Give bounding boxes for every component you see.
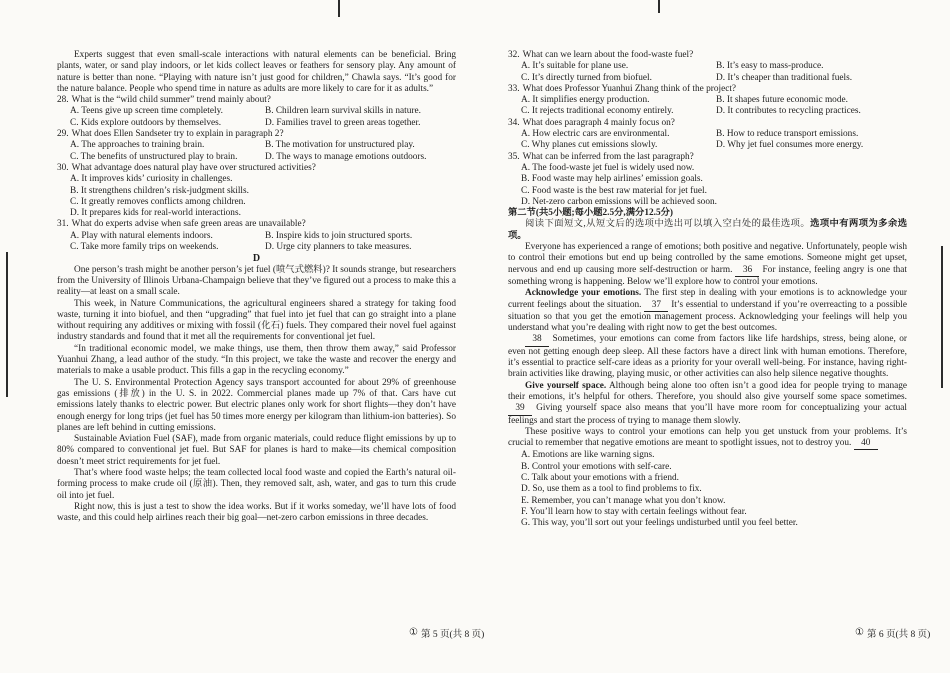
section-2-instruction bbox=[508, 219, 907, 242]
option-c: C. Food waste is the best raw material for jet fuel. bbox=[521, 185, 707, 196]
page-5-footer-text: 第 5 页(共 8 页) bbox=[420, 630, 485, 640]
question-stem bbox=[508, 118, 907, 129]
question-28 bbox=[57, 95, 456, 129]
passage-paragraph: Right now, this is just a test to show the idea works. But if it works someday, we’ll have lots of food waste, and this could help airlines reach their big goal—net-zero carbon emissions in three decades. bbox=[57, 501, 456, 524]
option-d: D. It prepares kids for real-world interactions. bbox=[70, 208, 241, 219]
option-a: A. The approaches to training brain. bbox=[70, 140, 205, 151]
passage-paragraph: Sustainable Aviation Fuel (SAF), made from organic materials, could reduce flight emissions by up to 80% compared to conventional jet fuel. But SAF for planes is hard to make—its chemical composition doesn’t meet strict requirements for jet fuel. bbox=[57, 434, 456, 467]
paragraph-lead: Give yourself space. bbox=[525, 380, 607, 391]
paragraph-text: These positive ways to control your emotions can help you get unstuck from your problems. It’s crucial to remember that negative emotions are meant to spotlight issues, not to destroy you. bbox=[508, 426, 907, 449]
question-text: What does paragraph 4 mainly focus on? bbox=[522, 117, 675, 128]
question-34 bbox=[508, 118, 907, 152]
cloze-option-f: F. You’ll learn how to stay with certain feelings without fear. bbox=[521, 506, 747, 517]
question-text: What does Ellen Sandseter try to explain in paragraph 2? bbox=[71, 129, 284, 140]
option-c: C. Why planes cut emissions slowly. bbox=[521, 140, 658, 151]
question-stem bbox=[508, 50, 907, 61]
option-c: C. The benefits of unstructured play to brain. bbox=[70, 151, 238, 162]
question-32 bbox=[508, 50, 907, 84]
question-31 bbox=[57, 219, 456, 253]
option-a: A. Play with natural elements indoors. bbox=[70, 230, 213, 241]
page-6-footer-text: 第 6 页(共 8 页) bbox=[866, 630, 931, 640]
cloze-option-list bbox=[508, 450, 907, 529]
question-number: 30. bbox=[57, 162, 69, 173]
question-text: What can be inferred from the last paragraph? bbox=[522, 151, 694, 162]
option-b: B. It’s easy to mass-produce. bbox=[716, 61, 824, 72]
question-stem bbox=[57, 95, 456, 106]
cloze-paragraph bbox=[508, 381, 907, 427]
option-a: A. The food-waste jet fuel is widely used now. bbox=[521, 162, 695, 173]
registration-mark bbox=[658, 0, 660, 13]
option-b: B. The motivation for unstructured play. bbox=[265, 140, 415, 151]
question-stem bbox=[57, 219, 456, 230]
option-a: A. It’s suitable for plane use. bbox=[521, 61, 629, 72]
cloze-option-e: E. Remember, you can’t manage what you don’t know. bbox=[521, 495, 726, 506]
question-text: What does Professor Yuanhui Zhang think of the project? bbox=[522, 83, 737, 94]
question-options bbox=[508, 95, 907, 118]
paragraph-text: Sometimes, your emotions can come from factors like life hardships, stress, being alone, or even not getting enough deep sleep. All these factors have a direct link with human emotions. Therefore, it’s essential to practice self-care ideas as a priority for your overall well-being. For instance, having right-brain activities like drawing, playing music, or other activities can also help silence negative thoughts. bbox=[508, 334, 907, 380]
option-b: B. Food waste may help airlines’ emission goals. bbox=[521, 174, 703, 185]
option-d: D. Families travel to green areas together. bbox=[265, 117, 421, 128]
option-d: D. Urge city planners to take measures. bbox=[265, 242, 412, 253]
question-options bbox=[508, 129, 907, 152]
page-number-icon: ① bbox=[855, 627, 864, 638]
option-b: B. It shapes future economic mode. bbox=[716, 95, 848, 106]
option-b: B. It strengthens children’s risk-judgment skills. bbox=[70, 185, 249, 196]
cloze-paragraph bbox=[508, 427, 907, 451]
passage-paragraph: “In traditional economic model, we make things, use them, then throw them away,” said Professor Yuanhui Zhang, a lead author of the study. “In this project, we take the waste and recover the energy and materials to make a usable product. This fills a gap in the recycling economy.” bbox=[57, 343, 456, 377]
passage-d-label: D bbox=[252, 253, 261, 265]
question-33 bbox=[508, 84, 907, 118]
question-35 bbox=[508, 152, 907, 208]
option-b: B. Inspire kids to join structured sports. bbox=[265, 230, 413, 241]
cloze-paragraph bbox=[508, 242, 907, 288]
page-5-footer bbox=[409, 626, 484, 640]
question-stem bbox=[57, 163, 456, 174]
question-options bbox=[508, 163, 907, 208]
question-text: What advantage does natural play have over structured activities? bbox=[71, 162, 316, 173]
question-number: 31. bbox=[57, 219, 69, 230]
cloze-paragraph bbox=[508, 334, 907, 380]
option-a: A. It simplifies energy production. bbox=[521, 95, 650, 106]
question-options bbox=[57, 140, 456, 163]
option-d: D. It’s cheaper than traditional fuels. bbox=[716, 72, 853, 83]
option-c: C. It greatly removes conflicts among children. bbox=[70, 196, 246, 207]
cloze-paragraph bbox=[508, 288, 907, 334]
cloze-option-b: B. Control your emotions with self-care. bbox=[521, 461, 672, 472]
passage-paragraph: One person’s trash might be another person’s jet fuel (喷气式燃料)? It sounds strange, but researchers from the University of Illinois Urbana-Champaign believe that they’ve figured out a process to make this a reality—at least on a small scale. bbox=[57, 264, 456, 298]
question-number: 29. bbox=[57, 129, 69, 140]
cloze-option-d: D. So, use them as a tool to find problems to fix. bbox=[521, 484, 702, 495]
passage-paragraph: The U. S. Environmental Protection Agency says transport accounted for about 29% of greenhouse gas emissions (排放) in the U. S. in 2022. Commercial planes made up 7% of that. Cars have cut emissions lately thanks to electric power. But electric planes only work for short flights—they don’t have enough energy for long trips (jet fuel has 50 times more energy per kilogram than lithium-ion batteries). So planes are left behind in cutting emissions. bbox=[57, 377, 456, 433]
cloze-option-c: C. Talk about your emotions with a friend. bbox=[521, 472, 679, 483]
option-c: C. Take more family trips on weekends. bbox=[70, 242, 219, 253]
question-29 bbox=[57, 129, 456, 163]
registration-mark bbox=[941, 246, 943, 388]
option-a: A. How electric cars are environmental. bbox=[521, 129, 670, 140]
instruction-bold-text: 选项中有两项为多余选项。 bbox=[508, 219, 907, 241]
question-text: What do experts advise when safe green areas are unavailable? bbox=[71, 219, 306, 230]
question-stem bbox=[57, 129, 456, 140]
option-d: D. It contributes to recycling practices. bbox=[716, 106, 861, 117]
page-number-icon: ① bbox=[409, 627, 418, 638]
paragraph-text: The first step in dealing with your emotions is to acknowledge your current feelings about the situation. bbox=[508, 288, 907, 310]
paragraph-text: For instance, feeling angry is one that something wrong is happening. Below we’ll explore how to control your emotions. bbox=[508, 264, 908, 287]
option-c: C. Kids explore outdoors by themselves. bbox=[70, 117, 222, 128]
paragraph-lead: Acknowledge your emotions. bbox=[525, 288, 642, 299]
paragraph-text: Everyone has experienced a range of emotions; both positive and negative. Unfortunately, people wish to control their emotions but end up being controlled by the same emotions. Someone might get upset, nervous and end up causing more self-destruction or harm. bbox=[508, 242, 907, 275]
page-5-column bbox=[57, 50, 456, 524]
cloze-blank-39: 39 bbox=[508, 403, 532, 415]
section-2-title: 第二节(共5小题;每小题2.5分,满分12.5分) bbox=[508, 208, 674, 219]
question-options bbox=[57, 231, 456, 254]
paragraph-text: It’s essential to understand if you’re overreacting to a possible situation so that you get the emotion management process. Acknowledging your feelings will help you understand what you’re dealing with right now to get the best outcomes. bbox=[508, 299, 907, 334]
passage-paragraph: This week, in Nature Communications, the agricultural engineers shared a strategy for taking food waste, turning it into biofuel, and then “upgrading” that fuel into jet fuel that can go straight into a plane without requiring any additives or mixing with fossil (化石) fuels. They compared their novel fuel against industry standards and found that it met all the requirements for conventional jet fuel. bbox=[57, 298, 456, 343]
question-text: What is the “wild child summer” trend mainly about? bbox=[71, 95, 271, 106]
question-30 bbox=[57, 163, 456, 219]
question-options bbox=[57, 106, 456, 129]
cloze-blank-40: 40 bbox=[854, 438, 878, 450]
cloze-blank-37: 37 bbox=[644, 300, 668, 312]
question-number: 32. bbox=[508, 50, 520, 60]
question-number: 33. bbox=[508, 83, 520, 94]
cloze-option-g: G. This way, you’ll sort out your feelings undisturbed until you feel better. bbox=[521, 518, 798, 529]
registration-mark bbox=[338, 0, 340, 17]
option-d: D. The ways to manage emotions outdoors. bbox=[265, 151, 427, 162]
option-a: A. It improves kids’ curiosity in challenges. bbox=[70, 174, 233, 185]
cloze-blank-38: 38 bbox=[525, 334, 549, 346]
question-text: What can we learn about the food-waste fuel? bbox=[522, 50, 694, 60]
option-d: D. Why jet fuel consumes more energy. bbox=[716, 140, 864, 151]
option-a: A. Teens give up screen time completely. bbox=[70, 106, 223, 117]
passage-paragraph: That’s where food waste helps; the team collected local food waste and copied the Earth’s natural oil-forming process to make crude oil (原油). Then, they removed salt, ash, water, and gas to turn this crude oil into jet fuel. bbox=[57, 467, 456, 501]
option-c: C. It’s directly turned from biofuel. bbox=[521, 72, 652, 83]
option-d: D. Net-zero carbon emissions will be achieved soon. bbox=[521, 196, 717, 207]
option-c: C. It rejects traditional economy entirely. bbox=[521, 106, 674, 117]
paragraph-text: Although being alone too often isn’t a good idea for people trying to manage their emotions, it’s helpful for others. Therefore, you should also give yourself some space sometimes. bbox=[508, 380, 907, 402]
cloze-option-a: A. Emotions are like warning signs. bbox=[521, 450, 655, 461]
option-b: B. Children learn survival skills in nature. bbox=[265, 106, 421, 117]
instruction-text: 阅读下面短文,从短文后的选项中选出可以填入空白处的最佳选项。 bbox=[525, 219, 811, 230]
question-number: 28. bbox=[57, 95, 69, 106]
paragraph-text: Giving yourself space also means that you’ll have more room for conceptualizing your actual feelings and start the process of trying to manage them slowly. bbox=[508, 403, 907, 426]
passage-c-final-paragraph: Experts suggest that even small-scale interactions with natural elements can be beneficial. Bring plants, water, or sand play indoors, or let kids collect leaves or feathers for sensory play. Any amount of nature is better than none. “Playing with nature isn’t just good for children,” Chawla says. “It’s good for the nature balance. People who spend time in nature as adults are more likely to care for it as adults.” bbox=[57, 50, 456, 94]
question-stem bbox=[508, 152, 907, 163]
question-options bbox=[508, 61, 907, 84]
page-6-footer bbox=[855, 626, 930, 640]
page-6-column bbox=[508, 50, 907, 529]
cloze-blank-36: 36 bbox=[735, 265, 759, 277]
question-options bbox=[57, 174, 456, 219]
question-number: 35. bbox=[508, 151, 520, 162]
option-b: B. How to reduce transport emissions. bbox=[716, 129, 859, 140]
question-number: 34. bbox=[508, 117, 520, 128]
question-stem bbox=[508, 84, 907, 95]
registration-mark bbox=[6, 252, 8, 397]
